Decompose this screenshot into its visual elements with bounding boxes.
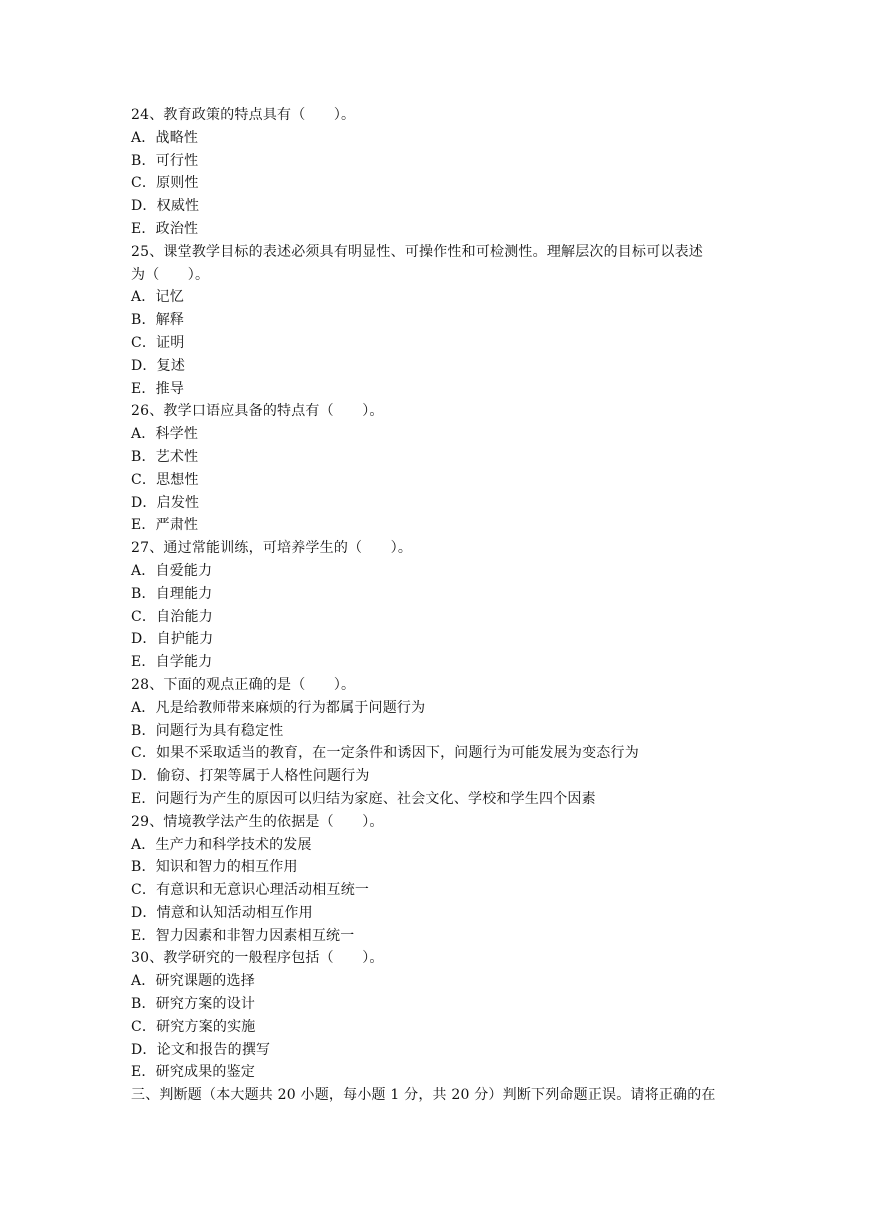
question-27 — [131, 537, 743, 674]
option-c: C．思想性 — [131, 471, 199, 488]
question-30 — [131, 947, 743, 1084]
option-b: B．知识和智力的相互作用 — [131, 859, 298, 876]
question-stem: 26、教学口语应具备的特点有（ ）。 — [131, 403, 384, 420]
option-b: B．艺术性 — [131, 448, 199, 465]
document-body — [131, 104, 743, 1107]
option-a: A．凡是给教师带来麻烦的行为都属于问题行为 — [131, 699, 426, 716]
option-d: D．权威性 — [131, 198, 200, 215]
option-e: E．推导 — [131, 380, 185, 397]
question-stem: 27、通过常能训练，可培养学生的（ ）。 — [131, 540, 413, 557]
option-e: E．政治性 — [131, 220, 199, 237]
question-stem: 28、下面的观点正确的是（ ）。 — [131, 676, 356, 693]
question-stem: 25、课堂教学目标的表述必须具有明显性、可操作性和可检测性。理解层次的目标可以表述 — [131, 243, 704, 260]
option-a: A．生产力和科学技术的发展 — [131, 836, 312, 853]
option-a: A．记忆 — [131, 289, 184, 306]
option-b: B．研究方案的设计 — [131, 996, 256, 1013]
question-29 — [131, 811, 743, 948]
section-heading: 三、判断题（本大题共 20 小题，每小题 1 分，共 20 分）判断下列命题正误。请将正确的在 — [131, 1087, 716, 1104]
option-d: D．复述 — [131, 357, 186, 374]
option-a: A．自爱能力 — [131, 562, 213, 579]
option-e: E．问题行为产生的原因可以归结为家庭、社会文化、学校和学生四个因素 — [131, 790, 596, 807]
option-e: E．智力因素和非智力因素相互统一 — [131, 927, 355, 944]
option-b: B．可行性 — [131, 152, 199, 169]
option-c: C．原则性 — [131, 175, 199, 192]
option-c: C．证明 — [131, 334, 185, 351]
question-28 — [131, 674, 743, 811]
option-a: A．战略性 — [131, 129, 199, 146]
question-stem: 24、教育政策的特点具有（ ）。 — [131, 107, 356, 123]
option-d: D．论文和报告的撰写 — [131, 1041, 271, 1058]
option-e: E．研究成果的鉴定 — [131, 1064, 256, 1081]
question-25 — [131, 241, 743, 401]
option-b: B．解释 — [131, 312, 185, 329]
option-b: B．自理能力 — [131, 585, 213, 602]
question-26 — [131, 400, 743, 537]
option-d: D．情意和认知活动相互作用 — [131, 904, 313, 921]
option-c: C．自治能力 — [131, 608, 213, 625]
option-c: C．研究方案的实施 — [131, 1018, 256, 1035]
option-e: E．严肃性 — [131, 517, 199, 534]
question-stem: 29、情境教学法产生的依据是（ ）。 — [131, 813, 384, 830]
question-24 — [131, 104, 743, 241]
option-d: D．偷窃、打架等属于人格性问题行为 — [131, 768, 370, 785]
option-d: D．自护能力 — [131, 631, 214, 648]
option-c: C．有意识和无意识心理活动相互统一 — [131, 882, 370, 899]
option-b: B．问题行为具有稳定性 — [131, 722, 284, 739]
option-c: C．如果不采取适当的教育，在一定条件和诱因下，问题行为可能发展为变态行为 — [131, 745, 639, 762]
option-d: D．启发性 — [131, 494, 200, 511]
option-e: E．自学能力 — [131, 654, 213, 671]
question-stem-continued: 为（ ）。 — [131, 266, 210, 283]
option-a: A．科学性 — [131, 426, 199, 443]
option-a: A．研究课题的选择 — [131, 973, 255, 990]
question-stem: 30、教学研究的一般程序包括（ ）。 — [131, 950, 384, 967]
